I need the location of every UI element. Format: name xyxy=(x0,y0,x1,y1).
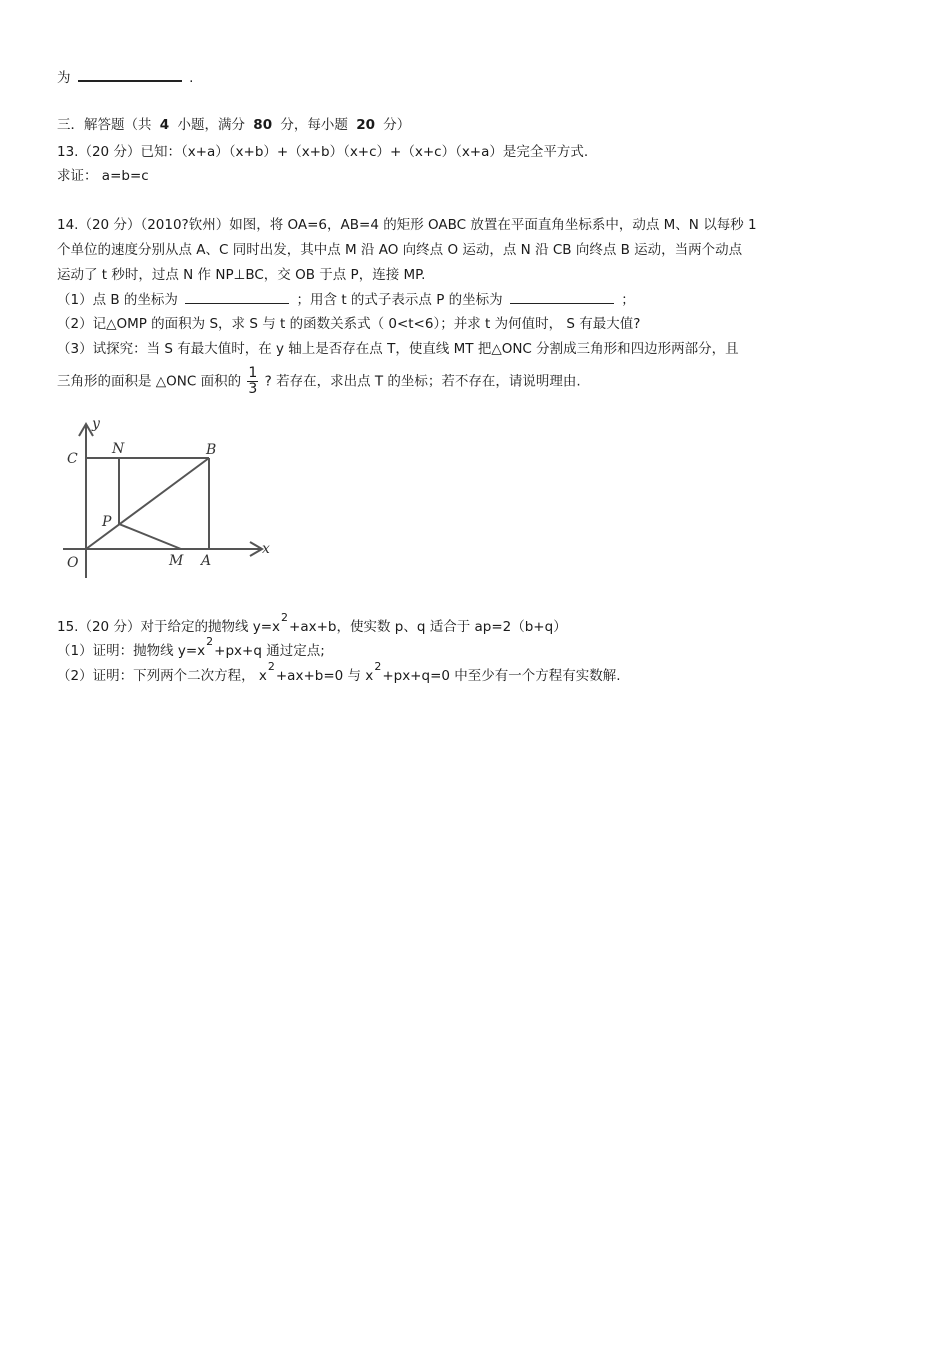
fraction-one-third xyxy=(247,366,258,397)
label-n: N xyxy=(112,441,125,457)
q14-part3-line2 xyxy=(57,366,581,397)
section-total: 80 xyxy=(253,117,273,133)
q15-superscript: 2 xyxy=(281,611,289,624)
section-end: 分） xyxy=(383,117,411,133)
section-mid1: 小题，满分 xyxy=(177,117,245,133)
section-count: 4 xyxy=(159,117,170,133)
q15-part1 xyxy=(57,635,325,661)
q14-part1 xyxy=(57,290,635,309)
label-y: y xyxy=(92,416,100,432)
label-b: B xyxy=(206,442,217,458)
q14-part1-text-a: （1）点 B 的坐标为 xyxy=(57,292,178,308)
q15-text-a: 15.（20 分）对于给定的抛物线 y=x xyxy=(57,619,281,635)
answer-blank xyxy=(78,67,182,82)
q15-part2-text-a: （2）证明：下列两个二次方程， x xyxy=(57,668,267,684)
q14-part2: （2）记△OMP 的面积为 S，求 S 与 t 的函数关系式（ 0<t<6）；并求 t 为何值时， S 有最大值? xyxy=(57,316,641,332)
q14-line2: 个单位的速度分别从点 A、C 同时出发，其中点 M 沿 AO 向终点 O 运动，点 N 沿 CB 向终点 B 运动，当两个动点 xyxy=(57,242,743,258)
segment-pm xyxy=(119,524,181,549)
label-a: A xyxy=(201,553,212,569)
blank-period: . xyxy=(189,70,194,86)
rectangle-oabc-figure xyxy=(55,412,285,582)
section-each: 20 xyxy=(356,117,375,133)
q14-blank-p-coordinate xyxy=(510,290,614,304)
section-mid2: 分，每小题 xyxy=(280,117,348,133)
q15-part2 xyxy=(57,660,621,686)
q14-part3-line1: （3）试探究：当 S 有最大值时，在 y 轴上是否存在点 T，使直线 MT 把△ONC 分割成三角形和四边形两部分，且 xyxy=(57,341,739,357)
q15-part1-superscript: 2 xyxy=(206,635,214,648)
label-m: M xyxy=(169,553,184,569)
q14-line1: 14.（20 分）（2010?钦州）如图，将 OA=6，AB=4 的矩形 OABC 放置在平面直角坐标系中，动点 M、N 以每秒 1 xyxy=(57,217,757,233)
q13-prove: 求证： a=b=c xyxy=(57,168,149,184)
q15-part2-text-b: +ax+b=0 与 x xyxy=(275,668,374,684)
answer-blank-line xyxy=(57,67,193,87)
q14-part3-text-a: 三角形的面积是 △ONC 面积的 xyxy=(57,373,242,390)
q15-line1 xyxy=(57,611,567,637)
blank-prefix: 为 xyxy=(57,70,71,86)
q13-statement: 13.（20 分）已知：（x+a）（x+b）+（x+b）（x+c）+（x+c）（x+a）是完全平方式. xyxy=(57,144,589,160)
q14-part3-text-b: ? 若存在，求出点 T 的坐标；若不存在，请说明理由. xyxy=(264,373,581,390)
section-label: 三．解答题（共 xyxy=(57,117,152,133)
q15-part1-text-b: +px+q 通过定点; xyxy=(214,643,325,659)
fraction-numerator: 1 xyxy=(248,365,258,381)
label-o: O xyxy=(67,555,79,571)
q15-part2-superscript-2: 2 xyxy=(374,660,382,673)
q14-part1-text-b: ；用含 t 的式子表示点 P 的坐标为 xyxy=(296,292,503,308)
q14-line3: 运动了 t 秒时，过点 N 作 NP⊥BC，交 OB 于点 P，连接 MP. xyxy=(57,267,426,283)
q14-part1-text-c: ； xyxy=(621,292,635,308)
q15-part2-text-c: +px+q=0 中至少有一个方程有实数解. xyxy=(382,668,621,684)
q14-blank-b-coordinate xyxy=(185,290,289,304)
label-c: C xyxy=(67,451,78,467)
q15-part2-superscript-1: 2 xyxy=(267,660,275,673)
fraction-denominator: 3 xyxy=(248,381,258,397)
q15-part1-text-a: （1）证明：抛物线 y=x xyxy=(57,643,206,659)
label-p: P xyxy=(102,514,112,530)
q15-text-b: +ax+b，使实数 p、q 适合于 ap=2（b+q） xyxy=(289,619,567,635)
label-x: x xyxy=(262,541,270,557)
section-header xyxy=(57,116,410,134)
